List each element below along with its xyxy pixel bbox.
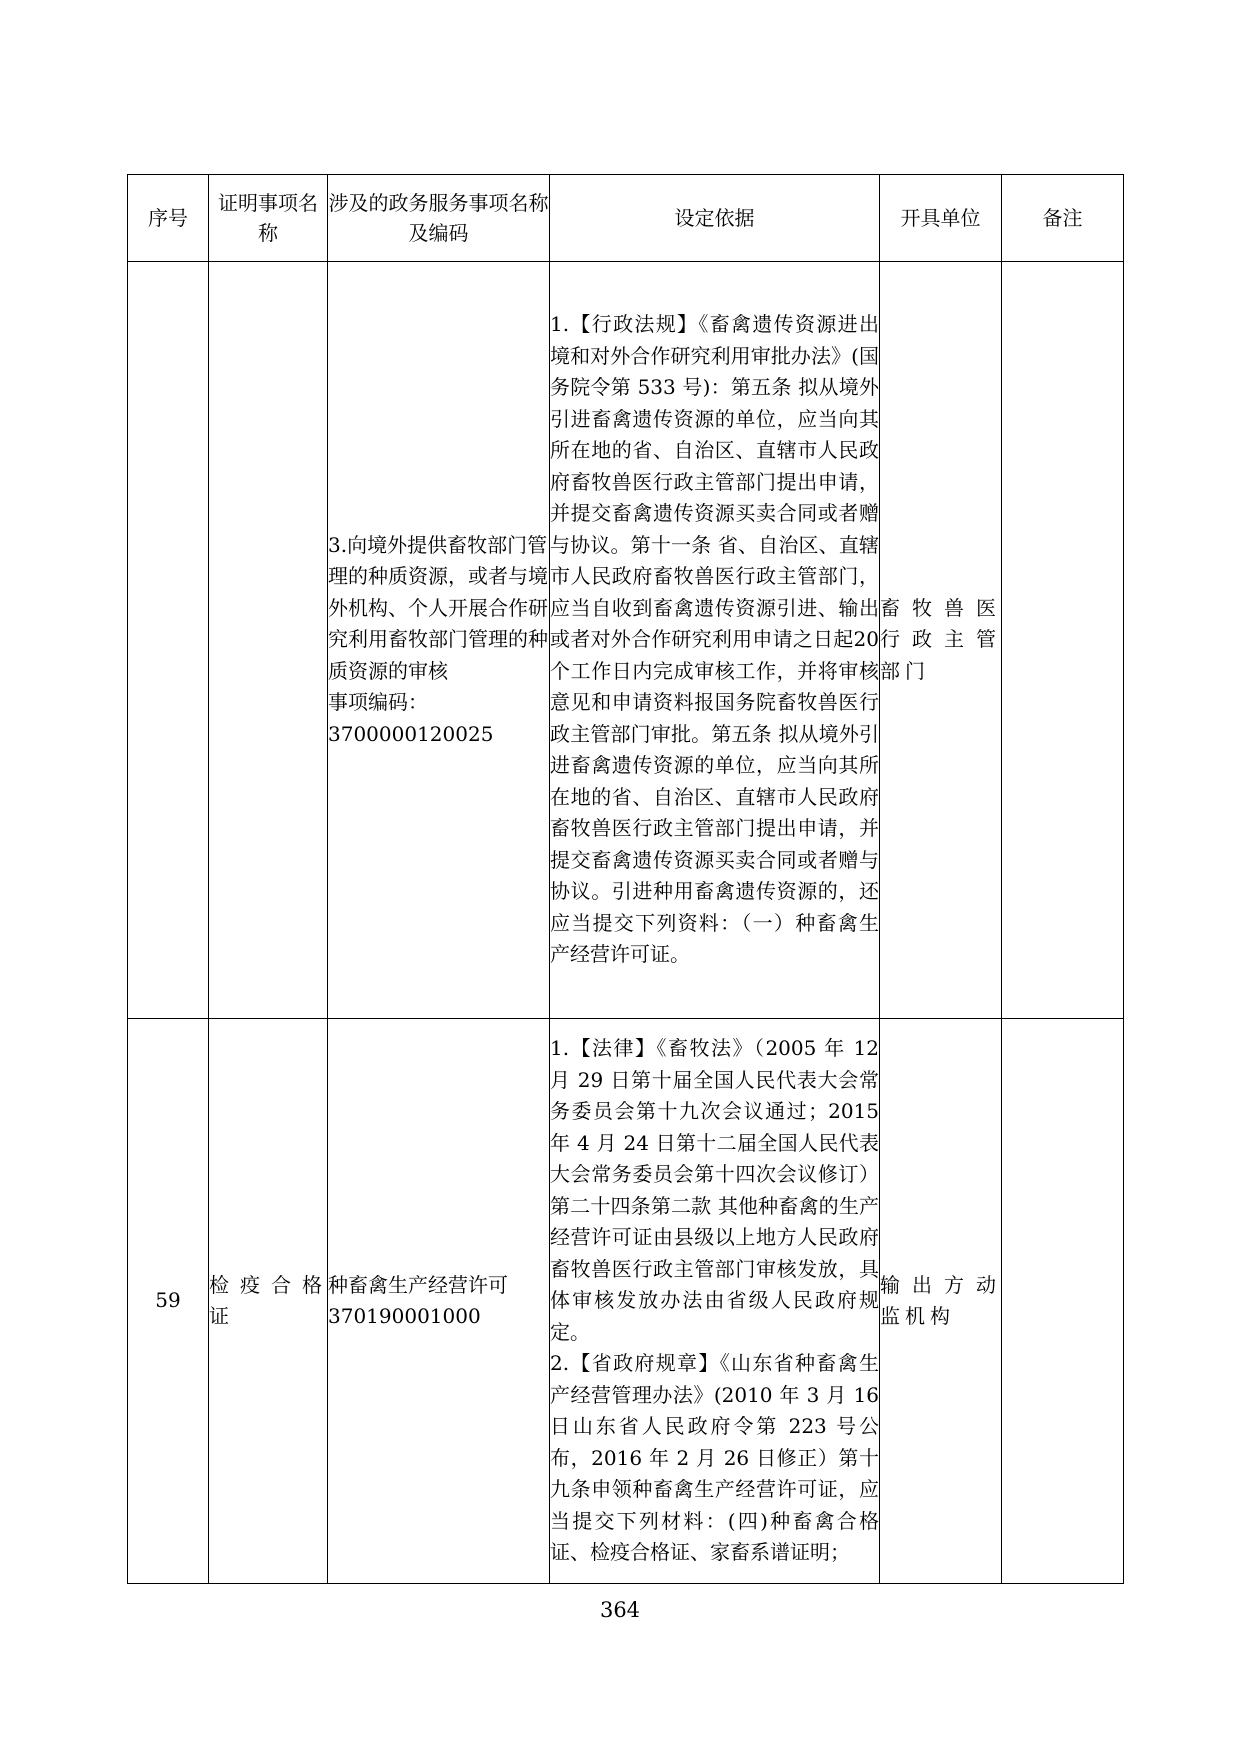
cell-issuer: 输出方动监机构 [880,1019,1002,1584]
table-row [128,262,1124,1019]
cell-seq [128,262,209,1019]
cell-service-item: 3.向境外提供畜牧部门管理的种质资源，或者与境外机构、个人开展合作研究利用畜牧部门管理的种质资源的审核 事项编码： 3700000120025 [328,262,550,1019]
cell-cert-name: 检疫合格证 [209,1019,328,1584]
cell-issuer: 畜牧兽医行政主管部门 [880,262,1002,1019]
cell-basis: 1.【法律】《畜牧法》（2005 年 12 月 29 日第十届全国人民代表大会常务委员会第十九次会议通过；2015 年 4 月 24 日第十二届全国人民代表大会常务委员会第十四次会议修订）第二十四条第二款 其他种畜禽的生产经营许可证由县级以上地方人民政府畜牧兽医行政主管部门审核发放，具体审核发放办法由省级人民政府规定。 2.【省政府规章】《山东省种畜禽生产经营管理办法》(2010 年 3 月 16 日山东省人民政府令第 223 号公布，2016 年 2 月 26 日修正）第十九条申领种畜禽生产经营许可证，应当提交下列材料：(四)种畜禽合格证、检疫合格证、家畜系谱证明； [550,1019,880,1584]
header-remarks: 备注 [1002,175,1124,262]
header-issuer: 开具单位 [880,175,1002,262]
certificate-table [127,174,1124,1584]
header-basis: 设定依据 [550,175,880,262]
cell-remarks [1002,1019,1124,1584]
cell-remarks [1002,262,1124,1019]
header-seq: 序号 [128,175,209,262]
page-number: 364 [599,1598,641,1622]
table-header-row [128,175,1124,262]
cell-seq: 59 [128,1019,209,1584]
cell-service-item: 种畜禽生产经营许可 370190001000 [328,1019,550,1584]
table-row [128,1019,1124,1584]
cell-cert-name [209,262,328,1019]
header-service-item: 涉及的政务服务事项名称及编码 [328,175,550,262]
cell-basis: 1.【行政法规】《畜禽遗传资源进出境和对外合作研究利用审批办法》(国务院令第 533 号)：第五条 拟从境外引进畜禽遗传资源的单位，应当向其所在地的省、自治区、直辖市人民政府畜牧兽医行政主管部门提出申请，并提交畜禽遗传资源买卖合同或者赠与协议。第十一条 省、自治区、直辖市人民政府畜牧兽医行政主管部门，应当自收到畜禽遗传资源引进、输出或者对外合作研究利用申请之日起20个工作日内完成审核工作，并将审核意见和申请资料报国务院畜牧兽医行政主管部门审批。第五条 拟从境外引进畜禽遗传资源的单位，应当向其所在地的省、自治区、直辖市人民政府畜牧兽医行政主管部门提出申请，并提交畜禽遗传资源买卖合同或者赠与协议。引进种用畜禽遗传资源的，还应当提交下列资料：（一）种畜禽生产经营许可证。 [550,262,880,1019]
header-cert-name: 证明事项名称 [209,175,328,262]
